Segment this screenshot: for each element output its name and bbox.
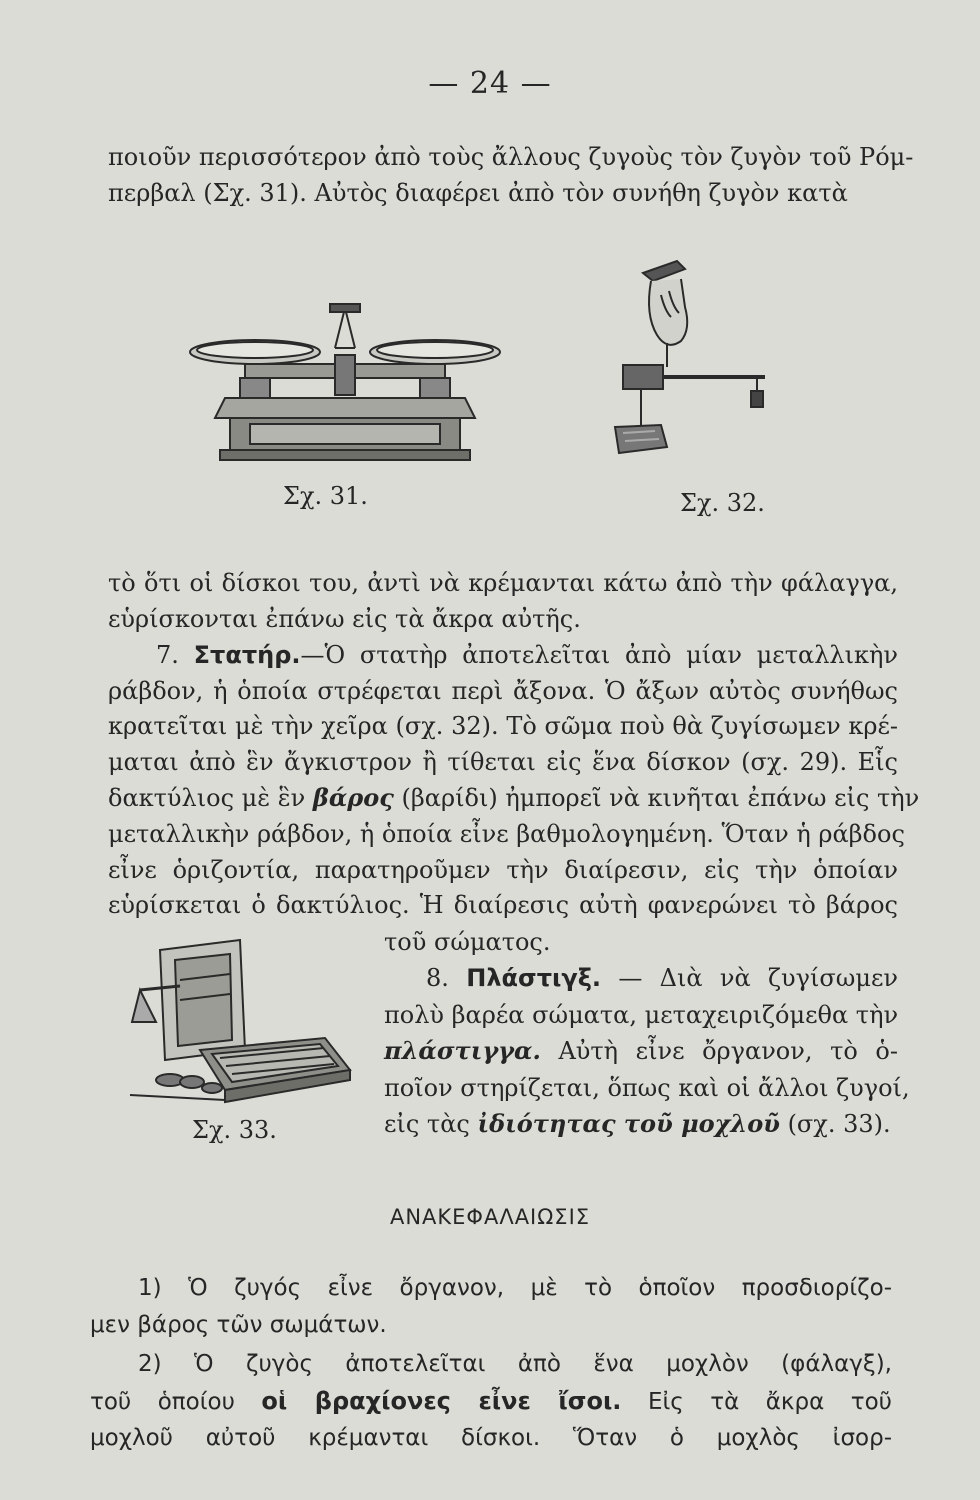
stater-line-7: εἶνε ὁριζοντία, παρατηροῦμεν τὴν διαίρεσιν, εἰς τὴν ὁποίαν [108,855,898,884]
plastigx-line-5-a: εἰς τὰς [384,1110,470,1139]
plastigx-line-1 [384,960,898,996]
summary-2-line-3: μοχλοῦ αὐτοῦ κρέμανται δίσκοι. Ὅταν ὁ μοχλὸς ἰσορ- [90,1425,892,1452]
discs-line-1: τὸ ὅτι οἱ δίσκοι του, ἀντὶ νὰ κρέμανται κάτω ἀπὸ τὴν φάλαγγα, [108,569,898,597]
stater-line-3: κρατεῖται μὲ τὴν χεῖρα (σχ. 32). Τὸ σῶμα ποὺ θὰ ζυγίσωμεν κρέ- [108,712,898,741]
stater-line-1 [108,638,898,674]
summary-2-line-1: 2) Ὁ ζυγὸς ἀποτελεῖται ἀπὸ ἕνα μοχλὸν (φάλαγξ), [138,1351,892,1377]
plastigx-line-5-b: (σχ. 33). [787,1110,891,1139]
lever-properties-term: ἰδιότητας τοῦ μοχλοῦ [477,1109,780,1139]
summary-point-2 [90,1346,892,1457]
equal-arms-term: οἱ βραχίονες εἶνε ἴσοι. [261,1386,622,1415]
stater-paragraph [108,638,920,924]
plastigx-line-3-rest: Αὐτὴ εἶνε ὄργανον, τὸ ὁ- [558,1037,898,1066]
plastigx-line-1-rest: — Διὰ νὰ ζυγίσωμεν [618,964,898,993]
stater-line-6: μεταλλικὴν ράβδον, ἡ ὁποία εἶνε βαθμολογημένη. Ὅταν ἡ ράβδος [108,819,905,848]
summary-2-line-2-a: τοῦ ὁποίου [90,1388,235,1415]
figure-32-caption: Σχ. 32. [680,489,765,517]
summary-1-line-2: μεν βάρος τῶν σωμάτων. [90,1311,387,1338]
stater-number: 7. [156,641,179,669]
summary-2-line-2-b: Εἰς τὰ ἄκρα τοῦ [647,1388,892,1415]
stater-line-1-rest: —Ὁ στατὴρ ἀποτελεῖται ἀπὸ μίαν μεταλλικὴν [300,641,898,669]
stater-line-5 [108,780,920,817]
figure-31-caption: Σχ. 31. [283,482,368,510]
plastigx-title: Πλάστιγξ. [466,964,601,993]
discs-line-2: εὑρίσκονται ἐπάνω εἰς τὰ ἄκρα αὐτῆς. [108,604,581,633]
roberval-balance-figure [185,300,555,465]
stater-line-9: τοῦ σώματος. [384,928,551,956]
plastigx-line-2: πολὺ βαρέα σώματα, μεταχειριζόμεθα τὴν [384,1000,899,1029]
intro-line-1: ποιοῦν περισσότερον ἀπὸ τοὺς ἄλλους ζυγοὺς τὸν ζυγὸν τοῦ Ρόμ- [108,143,914,171]
stater-line-5-b: (βαρίδι) ἠμπορεῖ νὰ κινῆται ἐπάνω εἰς τὴν [401,784,920,813]
stater-line-4: μαται ἀπὸ ἓν ἄγκιστρον ἢ τίθεται εἰς ἕνα δίσκον (σχ. 29). Εἷς [108,747,898,776]
plastigx-line-4: ποῖον στηρίζεται, ὅπως καὶ οἱ ἄλλοι ζυγοί, [384,1073,910,1102]
plastigx-number: 8. [426,964,449,993]
intro-line-2: περβαλ (Σχ. 31). Αὐτὸς διαφέρει ἀπὸ τὸν συνήθη ζυγὸν κατὰ [108,178,848,207]
plastigx-term: πλάστιγγα. [384,1036,541,1066]
summary-heading: ΑΝΑΚΕΦΑΛΑΙΩΣΙΣ [389,1205,591,1229]
discs-paragraph [108,566,898,637]
stater-figure [605,255,785,465]
plastigx-line-5 [384,1106,898,1142]
platform-scale-figure [120,930,360,1120]
stater-line-5-a: δακτύλιος μὲ ἓν [108,784,306,813]
figure-33-caption: Σχ. 33. [192,1116,277,1144]
page-number: — 24 — [428,66,552,101]
intro-paragraph [108,140,914,211]
plastigx-paragraph [384,924,910,1142]
stater-line-8: εὑρίσκεται ὁ δακτύλιος. Ἡ διαίρεσις αὐτὴ φανερώνει τὸ βάρος [108,891,898,920]
plastigx-line-3 [384,1033,898,1069]
stater-title: Στατήρ. [193,641,301,669]
summary-1-line-1: 1) Ὁ ζυγός εἶνε ὄργανον, μὲ τὸ ὁποῖον προσδιορίζο- [138,1275,892,1301]
summary-point-1 [90,1270,892,1343]
stater-line-2: ράβδον, ἡ ὁποία στρέφεται περὶ ἄξονα. Ὁ ἄξων αὐτὸς συνήθως [108,676,898,705]
stater-weight-term: βάρος [312,783,394,813]
summary-2-line-2 [90,1383,892,1421]
